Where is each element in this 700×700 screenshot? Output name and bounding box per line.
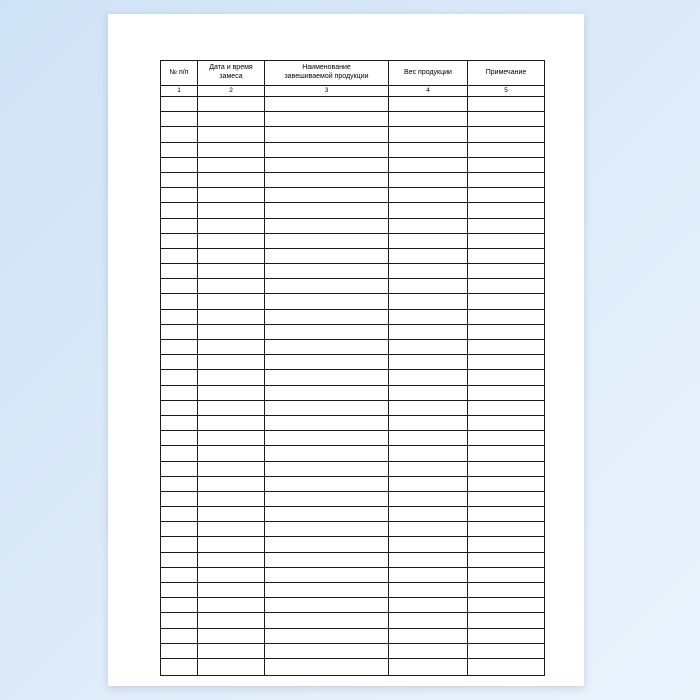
table-row (161, 491, 545, 506)
table-cell[interactable] (161, 172, 198, 187)
table-cell[interactable] (389, 598, 468, 613)
table-cell[interactable] (265, 248, 389, 263)
column-header-note (468, 61, 545, 86)
table-cell[interactable] (161, 188, 198, 203)
table-cell[interactable] (161, 340, 198, 355)
table-cell[interactable] (265, 324, 389, 339)
column-header-datetime (198, 61, 265, 86)
column-header-note-line1: Примечание (485, 68, 527, 76)
table-cell[interactable] (161, 355, 198, 370)
table-cell[interactable] (198, 294, 265, 309)
table-row (161, 248, 545, 263)
table-cell[interactable] (468, 279, 545, 294)
table-row (161, 112, 545, 127)
table-cell[interactable] (389, 142, 468, 157)
table-cell[interactable] (389, 628, 468, 643)
table-cell[interactable] (265, 476, 389, 491)
table-cell[interactable] (265, 552, 389, 567)
table-cell[interactable] (389, 279, 468, 294)
table-cell[interactable] (265, 643, 389, 658)
table-cell[interactable] (265, 385, 389, 400)
table-row (161, 476, 545, 491)
table-cell[interactable] (468, 552, 545, 567)
table-cell[interactable] (161, 415, 198, 430)
table-cell[interactable] (161, 400, 198, 415)
table-cell[interactable] (198, 643, 265, 658)
table-cell[interactable] (161, 461, 198, 476)
table-cell[interactable] (389, 446, 468, 461)
table-cell[interactable] (389, 385, 468, 400)
table-cell[interactable] (468, 522, 545, 537)
table-cell[interactable] (161, 507, 198, 522)
table-cell[interactable] (198, 476, 265, 491)
table-cell[interactable] (161, 431, 198, 446)
table-row (161, 340, 545, 355)
table-cell[interactable] (468, 142, 545, 157)
column-header-weight (389, 61, 468, 86)
table-cell[interactable] (468, 537, 545, 552)
table-cell[interactable] (198, 309, 265, 324)
table-cell[interactable] (468, 97, 545, 112)
table-cell[interactable] (265, 583, 389, 598)
table-header (161, 61, 545, 97)
table-cell[interactable] (468, 233, 545, 248)
table-cell[interactable] (468, 431, 545, 446)
table-cell[interactable] (198, 218, 265, 233)
table-row (161, 583, 545, 598)
table-cell[interactable] (161, 233, 198, 248)
table-cell[interactable] (198, 385, 265, 400)
table-cell[interactable] (389, 537, 468, 552)
table-cell[interactable] (265, 309, 389, 324)
table-cell[interactable] (198, 233, 265, 248)
table-cell[interactable] (198, 537, 265, 552)
table-cell[interactable] (161, 598, 198, 613)
table-row (161, 567, 545, 582)
table-cell[interactable] (161, 643, 198, 658)
table-cell[interactable] (265, 415, 389, 430)
table-row (161, 324, 545, 339)
table-cell[interactable] (265, 188, 389, 203)
table-cell[interactable] (265, 537, 389, 552)
table-cell[interactable] (161, 294, 198, 309)
table-cell[interactable] (389, 491, 468, 506)
table-cell[interactable] (468, 507, 545, 522)
table-cell[interactable] (468, 567, 545, 582)
table-cell[interactable] (198, 415, 265, 430)
table-row (161, 507, 545, 522)
table-cell[interactable] (389, 431, 468, 446)
table-cell[interactable] (265, 233, 389, 248)
table-cell[interactable] (161, 279, 198, 294)
table-cell[interactable] (265, 355, 389, 370)
table-cell[interactable] (161, 324, 198, 339)
table-cell[interactable] (389, 157, 468, 172)
column-header-product-name-line1: Наименование (302, 64, 351, 72)
table-cell[interactable] (265, 157, 389, 172)
table-row (161, 264, 545, 279)
column-header-datetime-line2: замеса (219, 73, 243, 80)
table-cell[interactable] (265, 567, 389, 582)
table-cell[interactable] (265, 628, 389, 643)
table-cell[interactable] (265, 461, 389, 476)
table-cell[interactable] (198, 567, 265, 582)
table-row (161, 613, 545, 628)
table-row (161, 309, 545, 324)
table-cell[interactable] (265, 446, 389, 461)
table-cell[interactable] (389, 583, 468, 598)
table-cell[interactable] (161, 157, 198, 172)
table-cell[interactable] (161, 567, 198, 582)
table-row (161, 431, 545, 446)
table-cell[interactable] (468, 340, 545, 355)
table-cell[interactable] (389, 112, 468, 127)
table-row (161, 552, 545, 567)
table-cell[interactable] (198, 522, 265, 537)
column-header-product-name-line2: завешиваемой продукции (284, 73, 369, 80)
table-cell[interactable] (389, 476, 468, 491)
table-cell[interactable] (468, 112, 545, 127)
table-cell[interactable] (468, 400, 545, 415)
table-cell[interactable] (389, 613, 468, 628)
table-cell[interactable] (468, 370, 545, 385)
table-cell[interactable] (389, 567, 468, 582)
table-cell[interactable] (265, 491, 389, 506)
document-page (108, 14, 584, 686)
column-header-number-line1: № п/п (169, 68, 189, 76)
table-cell[interactable] (468, 172, 545, 187)
table-row (161, 598, 545, 613)
table-cell[interactable] (265, 340, 389, 355)
table-cell[interactable] (468, 461, 545, 476)
table-cell[interactable] (198, 628, 265, 643)
table-cell[interactable] (198, 507, 265, 522)
table-row (161, 522, 545, 537)
table-cell[interactable] (161, 613, 198, 628)
table-cell[interactable] (265, 279, 389, 294)
table-cell[interactable] (468, 188, 545, 203)
table-row (161, 127, 545, 142)
table-cell[interactable] (468, 264, 545, 279)
table-row (161, 643, 545, 658)
table-cell[interactable] (468, 203, 545, 218)
table-cell[interactable] (161, 203, 198, 218)
table-cell[interactable] (198, 461, 265, 476)
table-cell[interactable] (161, 248, 198, 263)
table-cell[interactable] (198, 431, 265, 446)
table-cell[interactable] (198, 203, 265, 218)
table-cell[interactable] (389, 218, 468, 233)
table-cell[interactable] (198, 112, 265, 127)
table-cell[interactable] (161, 127, 198, 142)
table-row (161, 218, 545, 233)
journal-table-container (160, 60, 539, 676)
column-number-3: 3 (265, 86, 389, 97)
table-row (161, 188, 545, 203)
column-header-datetime-line1: Дата и время (209, 64, 253, 72)
table-cell[interactable] (468, 491, 545, 506)
column-number-5: 5 (468, 86, 545, 97)
table-cell[interactable] (161, 97, 198, 112)
table-row (161, 294, 545, 309)
table-cell[interactable] (198, 97, 265, 112)
table-cell[interactable] (198, 324, 265, 339)
table-row (161, 537, 545, 552)
table-row (161, 446, 545, 461)
table-cell[interactable] (389, 97, 468, 112)
table-cell[interactable] (161, 309, 198, 324)
table-cell[interactable] (161, 491, 198, 506)
table-cell[interactable] (265, 294, 389, 309)
table-cell[interactable] (468, 385, 545, 400)
table-cell[interactable] (389, 324, 468, 339)
table-cell[interactable] (265, 431, 389, 446)
table-cell[interactable] (198, 157, 265, 172)
table-cell[interactable] (161, 264, 198, 279)
table-cell[interactable] (161, 370, 198, 385)
table-cell[interactable] (468, 658, 545, 675)
table-cell[interactable] (265, 142, 389, 157)
table-cell[interactable] (198, 142, 265, 157)
table-cell[interactable] (389, 415, 468, 430)
table-cell[interactable] (468, 643, 545, 658)
column-header-number (161, 61, 198, 86)
table-row (161, 172, 545, 187)
table-cell[interactable] (265, 507, 389, 522)
table-cell[interactable] (468, 309, 545, 324)
column-header-weight-line1: Вес продукции (404, 68, 452, 76)
table-row (161, 97, 545, 112)
table-cell[interactable] (198, 400, 265, 415)
table-cell[interactable] (198, 188, 265, 203)
table-cell[interactable] (468, 613, 545, 628)
column-header-product-name (265, 61, 389, 86)
table-cell[interactable] (468, 218, 545, 233)
table-cell[interactable] (468, 248, 545, 263)
table-cell[interactable] (468, 355, 545, 370)
table-cell[interactable] (389, 658, 468, 675)
table-cell[interactable] (389, 172, 468, 187)
table-row (161, 279, 545, 294)
table-cell[interactable] (389, 294, 468, 309)
table-cell[interactable] (265, 203, 389, 218)
table-row (161, 355, 545, 370)
table-cell[interactable] (389, 309, 468, 324)
table-cell[interactable] (161, 142, 198, 157)
table-cell[interactable] (468, 415, 545, 430)
column-number-1: 1 (161, 86, 198, 97)
table-cell[interactable] (265, 218, 389, 233)
table-cell[interactable] (161, 552, 198, 567)
table-cell[interactable] (389, 643, 468, 658)
table-row (161, 628, 545, 643)
table-cell[interactable] (389, 355, 468, 370)
table-row (161, 203, 545, 218)
table-row (161, 658, 545, 675)
table-cell[interactable] (198, 613, 265, 628)
table-cell[interactable] (389, 522, 468, 537)
table-cell[interactable] (389, 188, 468, 203)
table-cell[interactable] (468, 157, 545, 172)
table-body (161, 97, 545, 676)
table-cell[interactable] (265, 127, 389, 142)
table-row (161, 157, 545, 172)
table-cell[interactable] (389, 340, 468, 355)
column-number-4: 4 (389, 86, 468, 97)
table-cell[interactable] (389, 461, 468, 476)
table-row (161, 461, 545, 476)
table-cell[interactable] (468, 294, 545, 309)
table-cell[interactable] (198, 658, 265, 675)
table-cell[interactable] (198, 598, 265, 613)
table-cell[interactable] (468, 628, 545, 643)
table-header-row (161, 61, 545, 86)
table-cell[interactable] (468, 324, 545, 339)
table-cell[interactable] (198, 340, 265, 355)
table-cell[interactable] (265, 370, 389, 385)
table-cell[interactable] (389, 233, 468, 248)
table-cell[interactable] (198, 172, 265, 187)
table-cell[interactable] (468, 583, 545, 598)
table-cell[interactable] (468, 476, 545, 491)
table-cell[interactable] (389, 203, 468, 218)
table-cell[interactable] (265, 598, 389, 613)
table-cell[interactable] (198, 355, 265, 370)
table-cell[interactable] (265, 522, 389, 537)
table-cell[interactable] (265, 172, 389, 187)
table-cell[interactable] (161, 537, 198, 552)
table-cell[interactable] (161, 476, 198, 491)
table-row (161, 400, 545, 415)
journal-table (160, 60, 545, 676)
table-cell[interactable] (161, 446, 198, 461)
table-row (161, 385, 545, 400)
column-number-2: 2 (198, 86, 265, 97)
table-cell[interactable] (161, 522, 198, 537)
table-cell[interactable] (161, 218, 198, 233)
table-cell[interactable] (198, 552, 265, 567)
table-cell[interactable] (161, 385, 198, 400)
table-cell[interactable] (198, 127, 265, 142)
table-row (161, 415, 545, 430)
table-cell[interactable] (161, 628, 198, 643)
table-cell[interactable] (389, 552, 468, 567)
table-cell[interactable] (265, 264, 389, 279)
table-column-number-row (161, 86, 545, 97)
table-row (161, 370, 545, 385)
table-cell[interactable] (198, 370, 265, 385)
table-cell[interactable] (198, 264, 265, 279)
table-cell[interactable] (468, 127, 545, 142)
table-row (161, 233, 545, 248)
table-cell[interactable] (468, 446, 545, 461)
table-cell[interactable] (198, 248, 265, 263)
table-cell[interactable] (198, 583, 265, 598)
table-cell[interactable] (389, 400, 468, 415)
table-cell[interactable] (198, 279, 265, 294)
table-row (161, 142, 545, 157)
table-cell[interactable] (389, 248, 468, 263)
table-cell[interactable] (265, 613, 389, 628)
table-cell[interactable] (389, 264, 468, 279)
table-cell[interactable] (161, 112, 198, 127)
table-cell[interactable] (389, 127, 468, 142)
table-cell[interactable] (265, 97, 389, 112)
table-cell[interactable] (198, 446, 265, 461)
table-cell[interactable] (265, 112, 389, 127)
table-cell[interactable] (265, 400, 389, 415)
table-cell[interactable] (468, 598, 545, 613)
table-cell[interactable] (265, 658, 389, 675)
table-cell[interactable] (389, 370, 468, 385)
table-cell[interactable] (198, 491, 265, 506)
table-cell[interactable] (389, 507, 468, 522)
table-cell[interactable] (161, 658, 198, 675)
table-cell[interactable] (161, 583, 198, 598)
